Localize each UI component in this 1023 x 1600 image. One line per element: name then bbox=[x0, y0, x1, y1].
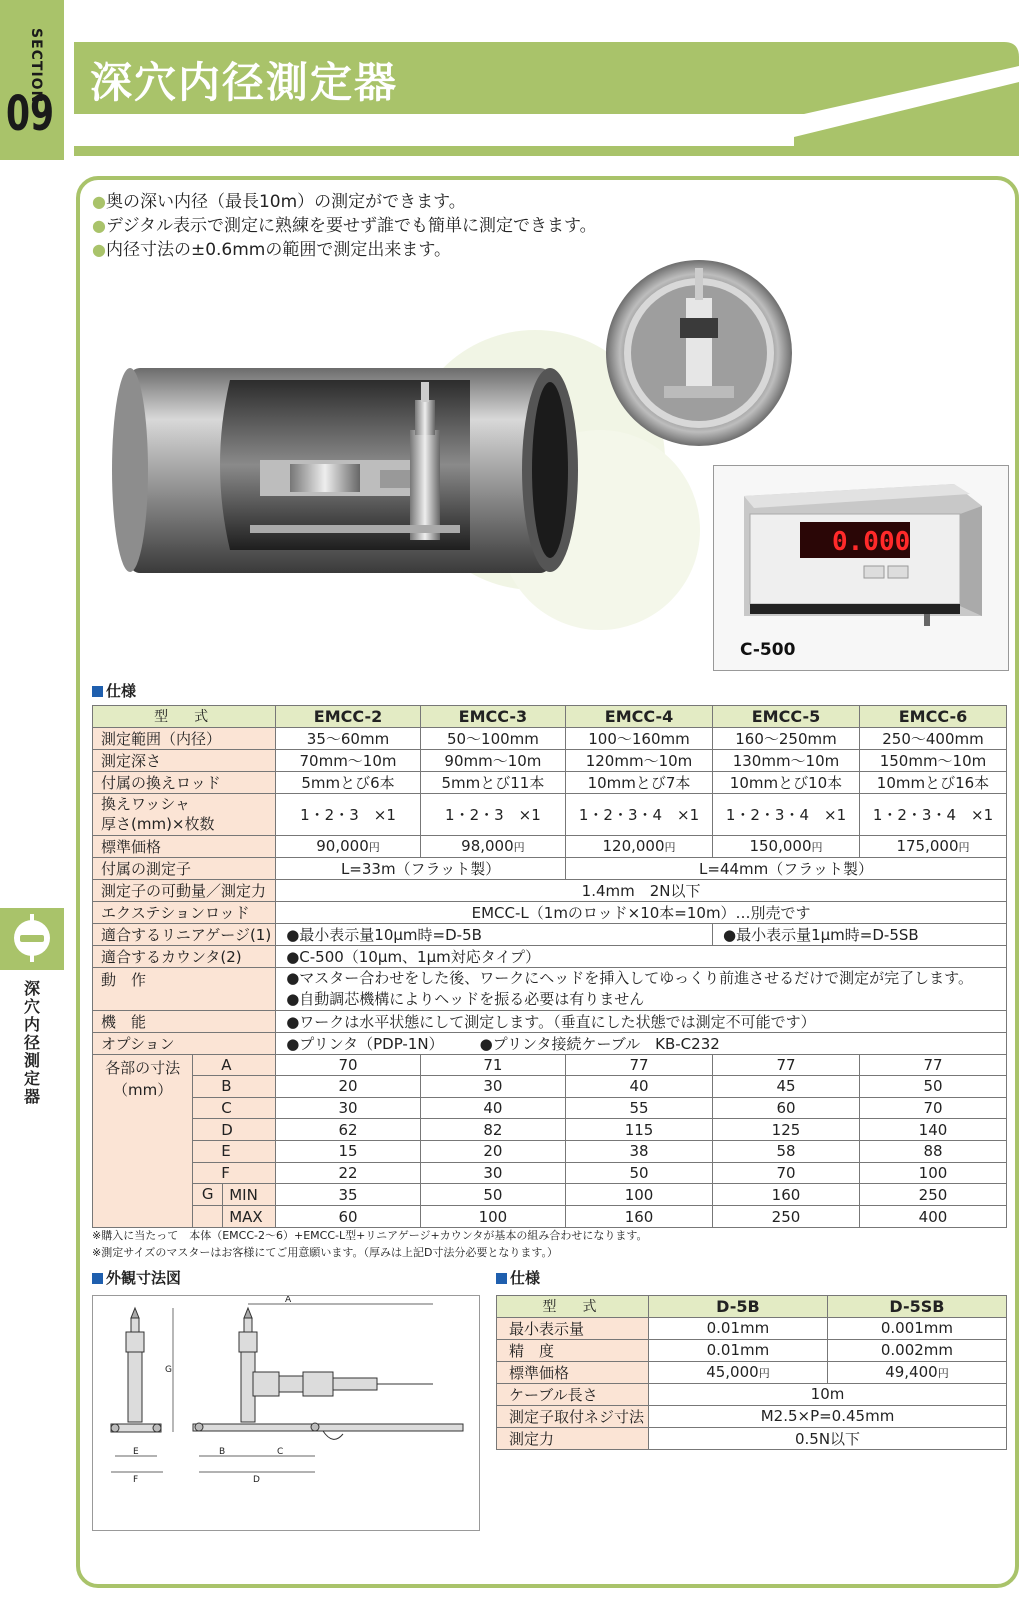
type-label: 型 式 bbox=[93, 706, 276, 728]
table-row: 付属の換えロッド 5mmとび6本 5mmとび11本 10mmとび7本 10mmとび10本 10mmとび16本 bbox=[93, 771, 1007, 793]
table-row: オプション ●プリンタ（PDP-1N） ●プリンタ接続ケーブル KB-C232 bbox=[93, 1032, 1007, 1054]
gauge-spec-heading: 仕様 bbox=[496, 1267, 540, 1288]
dim-label: F bbox=[133, 1475, 139, 1485]
table-row: 測定子取付ネジ寸法 M2.5×P=0.45mm bbox=[497, 1405, 1007, 1427]
feature-item: ●デジタル表示で測定に熟練を要せず誰でも簡単に測定できます。 bbox=[92, 216, 597, 236]
table-row: 測定範囲（内径） 35～60mm 50～100mm 100～160mm 160～250mm 250～400mm bbox=[93, 727, 1007, 749]
dim-label: C bbox=[277, 1447, 284, 1457]
gauge-spec-table bbox=[496, 1295, 1007, 1450]
spec-table bbox=[92, 705, 1007, 1228]
dimension-drawing bbox=[92, 1295, 480, 1531]
model-name: EMCC-2 bbox=[276, 706, 421, 728]
model-name: EMCC-3 bbox=[420, 706, 565, 728]
dim-label: D bbox=[253, 1475, 260, 1485]
counter-photo-caption: C-500 bbox=[740, 640, 796, 660]
product-photo-tube bbox=[110, 360, 580, 580]
table-row: 測定力 0.5N以下 bbox=[497, 1427, 1007, 1449]
side-index-label: 深穴内径測定器 bbox=[24, 979, 41, 1106]
table-row: B 20 30 40 45 50 bbox=[93, 1076, 1007, 1098]
table-header-row: 型 式 D-5B D-5SB bbox=[497, 1296, 1007, 1318]
table-row: F 22 30 50 70 100 bbox=[93, 1162, 1007, 1184]
dim-label: G bbox=[165, 1365, 172, 1375]
model-name: EMCC-4 bbox=[566, 706, 713, 728]
table-row: 標準価格 45,000円 49,400円 bbox=[497, 1361, 1007, 1383]
table-row: 適合するリニアゲージ(1) ●最小表示量10μm時=D-5B ●最小表示量1μm時=D-5SB bbox=[93, 923, 1007, 945]
page-title: 深穴内径測定器 bbox=[90, 58, 399, 107]
dim-label: A bbox=[285, 1296, 292, 1305]
table-row: 標準価格 90,000円 98,000円 120,000円 150,000円 175,000円 bbox=[93, 835, 1007, 857]
table-row: ケーブル長さ 10m bbox=[497, 1383, 1007, 1405]
section-label: SECTION bbox=[28, 28, 44, 104]
note-line: ※購入に当たって 本体（EMCC-2～6）+EMCC-L型+リニアゲージ+カウンタが基本の組み合わせになります。 bbox=[92, 1229, 648, 1242]
feature-item: ●内径寸法の±0.6mmの範囲で測定出来ます。 bbox=[92, 240, 452, 260]
note-line: ※測定サイズのマスターはお客様にてご用意願います。（厚みは上記D寸法分必要となります。） bbox=[92, 1246, 559, 1259]
notes bbox=[92, 1227, 647, 1261]
table-row: 動 作 ●マスター合わせをした後、ワークにヘッドを挿入してゆっくり前進させるだけで測定が完了します。 ●自動調芯機構によりヘッドを振る必要は有りません bbox=[93, 967, 1007, 1010]
table-row: 付属の測定子 L=33m（フラット製） L=44mm（フラット製） bbox=[93, 857, 1007, 879]
feature-list bbox=[92, 190, 597, 262]
model-name: D-5B bbox=[649, 1296, 828, 1318]
dim-label: B bbox=[219, 1447, 226, 1457]
table-row: E 15 20 38 58 88 bbox=[93, 1140, 1007, 1162]
spec-heading: 仕様 bbox=[92, 680, 136, 701]
table-row: エクステションロッド EMCC-L（1mのロッド×10本=10m）…別売です bbox=[93, 901, 1007, 923]
drawing-heading: 外観寸法図 bbox=[92, 1267, 181, 1288]
table-header-row bbox=[93, 706, 1007, 728]
table-row: 測定子の可動量／測定力 1.4mm 2N以下 bbox=[93, 879, 1007, 901]
model-name: EMCC-5 bbox=[713, 706, 860, 728]
section-number: 09 bbox=[6, 86, 55, 142]
product-photo-end-view bbox=[604, 258, 794, 448]
table-row: 精 度 0.01mm 0.002mm bbox=[497, 1339, 1007, 1361]
section-tab bbox=[0, 0, 64, 160]
model-name: EMCC-6 bbox=[859, 706, 1006, 728]
model-name: D-5SB bbox=[827, 1296, 1006, 1318]
table-row: 各部の寸法 （mm） A 70 71 77 77 77 bbox=[93, 1054, 1007, 1076]
counter-display-value: 0.000 bbox=[832, 527, 911, 557]
table-row: D 62 82 115 125 140 bbox=[93, 1119, 1007, 1141]
dim-label: E bbox=[133, 1447, 139, 1457]
feature-item: ●奥の深い内径（最長10m）の測定ができます。 bbox=[92, 192, 466, 212]
table-row: 換えワッシャ 厚さ(mm)×枚数 1・2・3 ×1 1・2・3 ×1 1・2・3・4 ×1 1・2・3・4 ×1 1・2・3・4 ×1 bbox=[93, 793, 1007, 835]
side-index-icon bbox=[0, 908, 64, 970]
table-row: 機 能 ●ワークは水平状態にして測定します。（垂直にした状態では測定不可能です） bbox=[93, 1010, 1007, 1032]
table-row: 適合するカウンタ(2) ●C-500（10μm、1μm対応タイプ） bbox=[93, 945, 1007, 967]
table-row: MAX 60 100 160 250 400 bbox=[93, 1206, 1007, 1228]
table-row: G MIN 35 50 100 160 250 bbox=[93, 1184, 1007, 1206]
table-row: 最小表示量 0.01mm 0.001mm bbox=[497, 1317, 1007, 1339]
table-row: 測定深さ 70mm～10m 90mm～10m 120mm～10m 130mm～10m 150mm～10m bbox=[93, 749, 1007, 771]
table-row: C 30 40 55 60 70 bbox=[93, 1097, 1007, 1119]
